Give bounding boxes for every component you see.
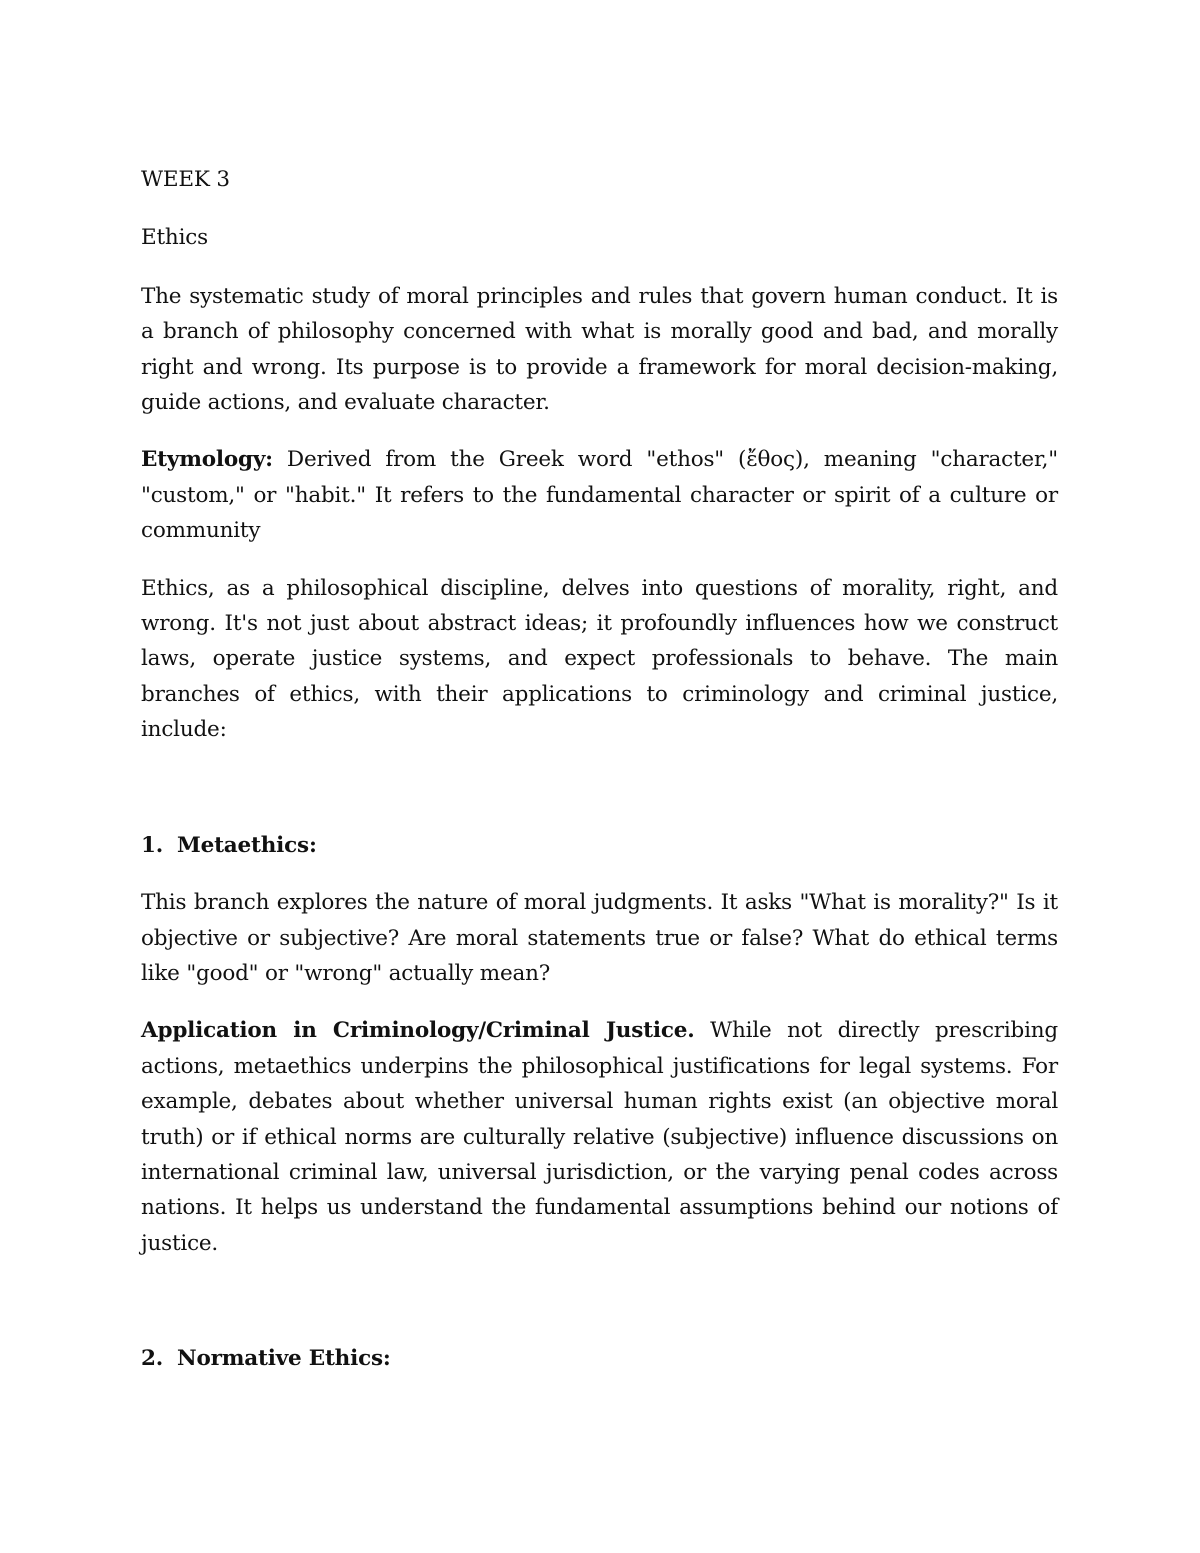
definition-paragraph: The systematic study of moral principles and rules that govern human conduct. It is a branch of philosophy concerned with what is morally good and bad, and morally right and wrong. Its purpose is to provide a framework for moral decision-making, guide actions, and evaluate character. (141, 283, 1058, 416)
etymology-text: Derived from the Greek word "ethos" (ἔθος), meaning "character," "custom," or "habit." It refers to the fundamental character or spirit of a culture or community (141, 447, 1058, 544)
spacer (141, 770, 1058, 828)
metaethics-title: Metaethics: (177, 832, 317, 858)
normative-ethics-number: 2. (141, 1346, 164, 1372)
etymology-paragraph (141, 442, 1058, 548)
spacer (141, 1283, 1058, 1341)
metaethics-heading (141, 828, 1058, 863)
metaethics-number: 1. (141, 832, 164, 858)
etymology-label: Etymology: (141, 447, 273, 473)
normative-ethics-heading (141, 1341, 1058, 1376)
metaethics-paragraph: This branch explores the nature of moral judgments. It asks "What is morality?" Is it objective or subjective? Are moral statements true or false? What do ethical terms like "good" or "wrong" actually mean? (141, 890, 1058, 986)
intro-paragraph: Ethics, as a philosophical discipline, delves into questions of morality, right, and wrong. It's not just about abstract ideas; it profoundly influences how we construct laws, operate justice systems, and expect professionals to behave. The main branches of ethics, with their applications to criminology and criminal justice, include: (141, 575, 1058, 743)
section-title: Ethics (141, 225, 208, 251)
metaethics-application-paragraph (141, 1013, 1058, 1261)
application-text: While not directly prescribing actions, metaethics underpins the philosophical justifications for legal systems. For example, debates about whether universal human rights exist (an objective moral truth) or if ethical norms are culturally relative (subjective) influence discussions on international criminal law, universal jurisdiction, or the varying penal codes across nations. It helps us understand the fundamental assumptions behind our notions of justice. (141, 1018, 1058, 1256)
document-body (141, 162, 1058, 1399)
application-label: Application in Criminology/Criminal Justice. (141, 1018, 695, 1044)
week-title: WEEK 3 (141, 167, 230, 192)
normative-ethics-title: Normative Ethics: (177, 1346, 391, 1372)
